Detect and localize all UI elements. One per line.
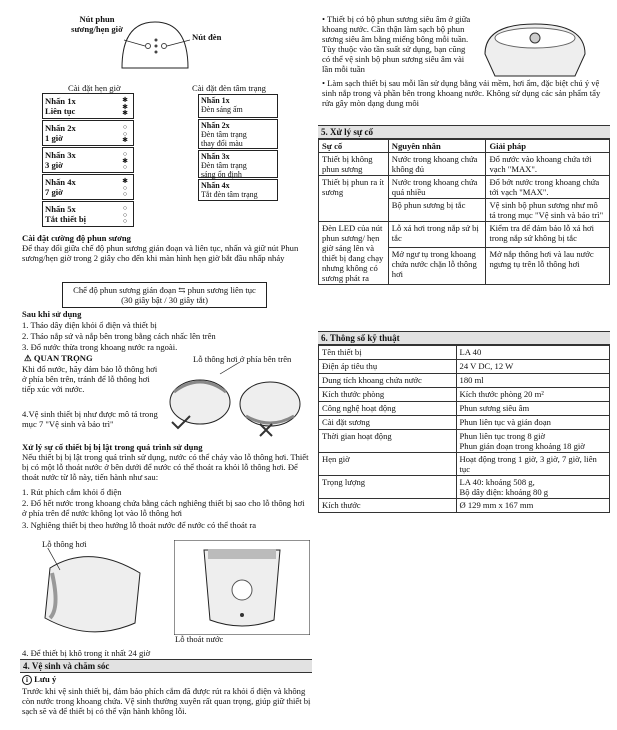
timer-settings-title: Cài đặt hẹn giờ	[68, 83, 121, 93]
timer-row-3: Nhấn 3x 3 giờ	[42, 147, 134, 173]
cross-icon	[262, 424, 263, 425]
specs-section-title: 6. Thông số kỹ thuật	[318, 331, 610, 345]
info-icon: i	[22, 675, 32, 685]
troubleshoot-header: Nguyên nhân	[388, 140, 486, 153]
tipped-step-3: 3. Nghiêng thiết bị theo hướng lỗ thoát nước để nước có thể thoát ra	[22, 520, 257, 530]
table-row	[319, 388, 610, 402]
control-panel-diagram	[120, 20, 190, 70]
cause-cell: Lỗ xả hơi trong nắp sứ bị tắc	[388, 222, 486, 248]
cause-cell: Mở ngư tụ trong khoang chứa nước chặn lỗ thông hơi	[388, 247, 486, 284]
table-row	[319, 374, 610, 388]
timer-indicator-icon: ✱ ○ ○	[122, 177, 128, 198]
mood-light-effect: Đèn tâm trạng thay đổi màu	[201, 130, 247, 148]
mood-light-effect: Tắt đèn tâm trạng	[201, 190, 258, 199]
intensity-mode-box: Chế độ phun sương gián đoạn ⇆ phun sương liên tục (30 giây bật / 30 giây tắt)	[62, 282, 267, 308]
drain-label: Lỗ thoát nước	[175, 634, 224, 644]
spec-value: Phun liên tục và gián đoạn	[456, 416, 609, 430]
check-icon	[172, 420, 173, 421]
vent-label: Lỗ thông hơi	[42, 539, 87, 549]
spec-name: Trọng lượng	[319, 476, 457, 499]
after-use-step-3: 3. Đổ nước thừa trong khoang nước ra ngoài.	[22, 342, 178, 352]
table-row	[319, 430, 610, 453]
warning-icon: ⚠	[24, 353, 32, 363]
spec-name: Kích thước phòng	[319, 388, 457, 402]
spec-name: Tên thiết bị	[319, 346, 457, 360]
tipped-step-4: 4. Để thiết bị khô trong ít nhất 24 giờ	[22, 648, 151, 658]
timer-row-5: Nhấn 5x Tắt thiết bị	[42, 201, 134, 227]
timer-indicator-icon: ✱ ✱ ✱	[122, 96, 128, 117]
table-row	[319, 453, 610, 476]
solution-cell: Đổ nước vào khoang chứa tới vạch "MAX".	[486, 153, 610, 176]
intensity-text: Để thay đổi giữa chế độ phun sương gián đoạn và liên tục, nhấn và giữ nút Phun sương/hẹn giờ trong 2 giây cho đến khi màn hình hẹn giờ bắt đầu nhấp nháy	[22, 243, 299, 263]
mood-light-row-3	[198, 150, 278, 178]
table-row	[319, 476, 610, 499]
problem-cell: Đèn LED của nút phun sương/ hẹn giờ sáng lên và thiết bị đang chạy nhưng không có sương phát ra	[319, 222, 389, 285]
mood-light-row-1	[198, 94, 278, 118]
troubleshoot-table	[318, 139, 610, 285]
mood-light-press: Nhấn 1x	[201, 96, 230, 105]
spec-value: LA 40: khoảng 508 g, Bộ dây điện: khoảng 80 g	[456, 476, 609, 499]
important-text: Khi đổ nước, hãy đảm bảo lỗ thông hơi ở phía bên trên, tránh để lỗ thông hơi tiếp xúc với nước.	[22, 364, 158, 394]
spec-value: Hoạt động trong 1 giờ, 3 giờ, 7 giờ, liên tục	[456, 453, 609, 476]
table-row	[319, 360, 610, 374]
spec-name: Thời gian hoạt động	[319, 430, 457, 453]
table-row	[319, 153, 610, 176]
timer-row-4: Nhấn 4x 7 giờ	[42, 174, 134, 200]
cause-cell: Nước trong khoang chứa không đủ	[388, 153, 486, 176]
timer-indicator-icon: ○ ○ ○	[122, 204, 128, 225]
bullet-icon: •	[322, 14, 326, 24]
table-row	[319, 222, 610, 248]
cleaning-text: Trước khi vệ sinh thiết bị, đảm bảo phích cắm đã được rút ra khỏi ổ điện và không còn nước trong khoang chứa. Vệ sinh thường xuyên rất quan trọng, giúp giữ thiết bị sạch sẽ và để thiết bị có thể vận hành không lỗi.	[22, 686, 311, 716]
table-row	[319, 416, 610, 430]
diffuser-tilted-illustration	[30, 548, 160, 643]
note-title	[22, 674, 56, 685]
mood-light-row-4	[198, 179, 278, 201]
spec-value: Ø 129 mm x 167 mm	[456, 499, 609, 513]
spec-name: Kích thước	[319, 499, 457, 513]
after-use-step-4: 4.Vệ sinh thiết bị như được mô tả trong mục 7 "Vệ sinh và bảo trì"	[22, 409, 158, 429]
tipped-step-2: 2. Đổ hết nước trong khoang chứa bằng cách nghiêng thiết bị sao cho lỗ thông hơi ở phía trên để nước không lọt vào lỗ thông hơi	[22, 498, 305, 518]
mood-light-press: Nhấn 2x	[201, 121, 230, 130]
table-row	[319, 176, 610, 199]
spec-value: 180 ml	[456, 374, 609, 388]
cleaning-bullet-2: • Làm sạch thiết bị sau mỗi lần sử dụng bằng vải mềm, hơi ẩm, đặc biệt chú ý vệ sinh nắp trong và phần bên trong khoang nước. Không sử dụng các sản phẩm tẩy rửa gây mòn dạng dung môi	[322, 78, 601, 108]
vent-top-label: Lỗ thông hơi ở phía bên trên	[193, 354, 292, 364]
light-button-label: Nút đèn	[192, 32, 222, 42]
cleaning-section-title: 4. Vệ sinh và chăm sóc	[20, 659, 312, 673]
spec-name: Cài đặt sương	[319, 416, 457, 430]
table-row	[319, 402, 610, 416]
timer-indicator-icon: ○ ○ ✱	[122, 123, 128, 144]
problem-cell: Thiết bị phun ra ít sương	[319, 176, 389, 222]
spec-value: Kích thước phòng 20 m²	[456, 388, 609, 402]
troubleshoot-header: Sự cố	[319, 140, 389, 153]
spec-name: Điện áp tiêu thụ	[319, 360, 457, 374]
after-use-step-2: 2. Tháo nắp sứ và nắp bên trong bằng cách nhấc lên trên	[22, 331, 216, 341]
after-use-step-1: 1. Tháo dây điện khỏi ổ điện và thiết bị	[22, 320, 157, 330]
important-title	[24, 353, 93, 363]
mood-light-effect: Đèn sáng ấm	[201, 105, 243, 114]
timer-indicator-icon: ○ ✱ ○	[122, 150, 128, 171]
cause-cell: Bộ phun sương bị tắc	[388, 199, 486, 222]
specs-table	[318, 345, 610, 513]
spec-name: Hẹn giờ	[319, 453, 457, 476]
problem-cell: Thiết bị không phun sương	[319, 153, 389, 176]
mood-light-effect: Đèn tâm trạng sáng ổn định	[201, 161, 247, 179]
tipped-step-1: 1. Rút phích cắm khỏi ổ điện	[22, 487, 122, 497]
intensity-title: Cài đặt cường độ phun sương	[22, 233, 131, 243]
cleaning-bullet-1: • Thiết bị có bộ phun sương siêu âm ở giữa khoang nước. Cần thận làm sạch bộ phun sương siêu âm bằng miếng bông mỗi tuần. Tùy thuộc vào tần suất sử dụng, bạn cũng có thể vệ sinh bộ phun sương siêu âm vài lần mỗi tuần	[322, 14, 471, 74]
after-use-title: Sau khi sử dụng	[22, 309, 82, 319]
spec-value: Phun liên tục trong 8 giờ Phun gián đoạn trong khoảng 18 giờ	[456, 430, 609, 453]
mist-button-label: Nút phun sương/hẹn giờ	[71, 14, 123, 34]
ultrasonic-illustration	[475, 14, 595, 80]
table-row	[319, 499, 610, 513]
solution-cell: Đổ bớt nước trong khoang chứa tới vạch "MAX".	[486, 176, 610, 199]
tilt-illustration	[160, 362, 310, 442]
important-label: QUAN TRỌNG	[33, 353, 93, 363]
troubleshoot-header: Giải pháp	[486, 140, 610, 153]
spec-name: Dung tích khoang chứa nước	[319, 374, 457, 388]
bullet-icon: •	[322, 78, 326, 88]
table-row	[319, 346, 610, 360]
solution-cell: Mở nắp thông hơi và lau nước ngưng tụ trên lỗ thông hơi	[486, 247, 610, 284]
mood-light-press: Nhấn 4x	[201, 181, 230, 190]
mood-light-title: Cài đặt đèn tâm trạng	[192, 83, 266, 93]
spec-value: 24 V DC, 12 W	[456, 360, 609, 374]
solution-cell: Kiểm tra để đảm bảo lỗ xả hơi trong nắp sứ không bị tắc	[486, 222, 610, 248]
cause-cell: Nước trong khoang chứa quá nhiều	[388, 176, 486, 199]
mood-light-row-2	[198, 119, 278, 149]
mood-light-press: Nhấn 3x	[201, 152, 230, 161]
tipped-text: Nếu thiết bị bị lật trong quá trình sử dụng, nước có thể chảy vào lỗ thông hơi. Thiết bị có một lỗ thoát nước ở bên dưới để nước có thể thoát ra khỏi lỗ thông hơi. Để thoát nước từ lỗ này, tiến hành như sau:	[22, 452, 309, 482]
spec-name: Công nghệ hoạt động	[319, 402, 457, 416]
spec-value: LA 40	[456, 346, 609, 360]
spec-value: Phun sương siêu âm	[456, 402, 609, 416]
timer-row-1: Nhấn 1x Liên tục	[42, 93, 134, 119]
troubleshoot-section-title: 5. Xử lý sự cố	[318, 125, 610, 139]
note-label: Lưu ý	[34, 674, 57, 684]
tipped-title: Xử lý sự cố thiết bị bị lật trong quá trình sử dụng	[22, 442, 203, 452]
diffuser-bottom-illustration	[174, 540, 310, 635]
solution-cell: Vệ sinh bộ phun sương như mô tả trong mục "Vệ sinh và bảo trì"	[486, 199, 610, 222]
timer-row-2: Nhấn 2x 1 giờ	[42, 120, 134, 146]
